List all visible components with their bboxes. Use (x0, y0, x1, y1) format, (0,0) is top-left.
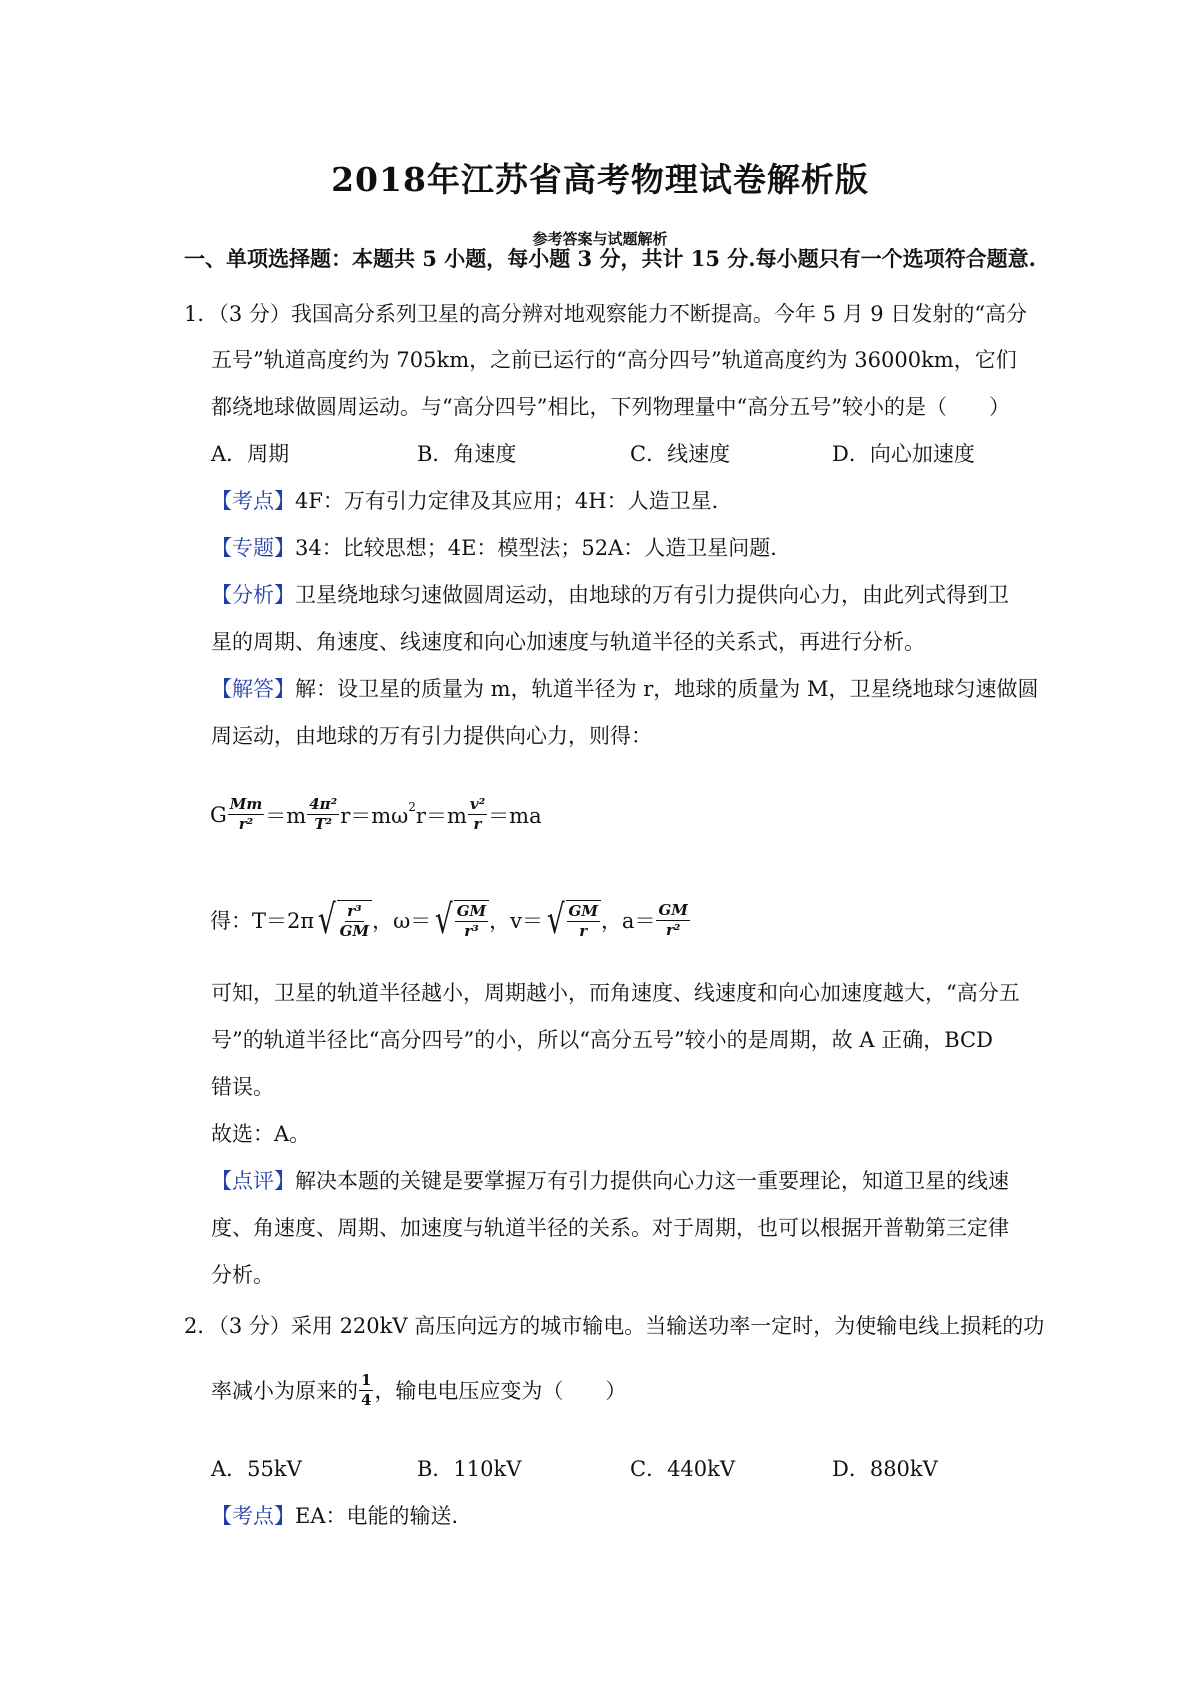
fenxi-tag: 【分析】 (211, 583, 295, 607)
q2-option-b: B．110kV (417, 1457, 522, 1481)
frac-num: r³ (347, 902, 362, 920)
q2-option-a: A．55kV (211, 1457, 302, 1481)
q2-stem-line (211, 1372, 626, 1409)
radical-icon: √ (435, 897, 453, 943)
frac-num: 1 (361, 1371, 372, 1389)
q1-dianping (211, 1166, 1009, 1196)
frac-den: GM (339, 922, 370, 940)
formula-text: r＝mω (340, 803, 409, 828)
fraction (359, 1372, 373, 1409)
q1-zhuanti (211, 533, 791, 563)
q1-option-b: B．角速度 (417, 442, 517, 466)
fraction (656, 902, 689, 939)
section-heading: 一、单项选择题：本题共 5 小题，每小题 3 分，共计 15 分.每小题只有一个选项符合题意. (184, 246, 1036, 271)
formula-text: ＝m (265, 803, 307, 828)
frac-den: r³ (464, 922, 479, 940)
fraction (228, 796, 264, 833)
dianping-text: 解决本题的关键是要掌握万有引力提供向心力这一重要理论，知道卫星的线速 (295, 1169, 1009, 1193)
kaodian-tag: 【考点】 (211, 489, 295, 513)
sqrt (543, 897, 601, 943)
zhuanti-text: 34：比较思想；4E：模型法；52A：人造卫星问题． (295, 536, 792, 560)
fraction (455, 903, 488, 940)
fenxi-text: 卫星绕地球匀速做圆周运动，由地球的万有引力提供向心力，由此列式得到卫 (295, 583, 1009, 607)
q1-dianping-cont: 分析。 (211, 1263, 274, 1287)
formula-text: r＝m (415, 803, 467, 828)
formula-text: ，v＝ (489, 909, 544, 933)
frac-num: 4π² (309, 795, 338, 813)
q1-kaodian (211, 486, 733, 516)
q1-option-d: D．向心加速度 (832, 442, 975, 466)
kaodian-tag: 【考点】 (211, 1504, 295, 1528)
q1-option-c: C．线速度 (630, 442, 731, 466)
q1-option-a: A．周期 (211, 442, 290, 466)
q2-stem-line: 2．（3 分）采用 220kV 高压向远方的城市输电。当输送功率一定时，为使输电线上损耗的功 (184, 1314, 1045, 1338)
q1-dianping-cont: 度、角速度、周期、加速度与轨道半径的关系。对于周期，也可以根据开普勒第三定律 (211, 1216, 1009, 1240)
radical-icon: √ (546, 897, 565, 943)
frac-den: r² (665, 920, 681, 939)
q1-conclusion: 错误。 (211, 1075, 274, 1099)
formula-results (210, 897, 691, 943)
q1-stem-line: 都绕地球做圆周运动。与“高分四号”相比，下列物理量中“高分五号”较小的是（ ） (211, 395, 1010, 419)
fraction (338, 903, 371, 940)
superscript: 2 (408, 799, 416, 814)
dianping-tag: 【点评】 (211, 1169, 295, 1193)
page-title: 2018年江苏省高考物理试卷解析版 (331, 160, 869, 199)
formula-text: G (210, 802, 227, 827)
q1-answer: 故选：A。 (211, 1122, 311, 1146)
radical-icon: √ (317, 897, 336, 943)
q2-text: 率减小为原来的 (211, 1378, 358, 1403)
q2-option-d: D．880kV (832, 1457, 938, 1481)
frac-den: r² (238, 815, 254, 833)
q1-stem-line: 五号”轨道高度约为 705km，之前已运行的“高分四号”轨道高度约为 36000km，它们 (211, 348, 1017, 372)
q1-fenxi-cont: 星的周期、角速度、线速度和向心加速度与轨道半径的关系式，再进行分析。 (211, 630, 925, 654)
page-subtitle: 参考答案与试题解析 (532, 230, 668, 248)
frac-den: r (473, 815, 482, 833)
formula-text: ，a＝ (600, 909, 656, 933)
frac-den: r (579, 922, 588, 940)
kaodian-text: 4F：万有引力定律及其应用；4H：人造卫星． (295, 489, 733, 513)
formula-text: ，ω＝ (372, 909, 432, 933)
frac-num: GM (568, 902, 598, 920)
sqrt (431, 897, 489, 943)
fraction (567, 903, 600, 940)
frac-num: GM (456, 902, 487, 920)
q2-kaodian (211, 1501, 473, 1531)
kaodian-text: EA：电能的输送． (295, 1504, 473, 1528)
q1-stem-line: 1．（3 分）我国高分系列卫星的高分辨对地观察能力不断提高。今年 5 月 9 日发射的“高分 (184, 302, 1028, 326)
formula-text: ＝ma (488, 803, 542, 828)
formula-text: 得：T＝2π (210, 909, 315, 933)
jieda-text: 解：设卫星的质量为 m，轨道半径为 r，地球的质量为 M，卫星绕地球匀速做圆 (295, 677, 1039, 701)
fraction (468, 796, 487, 833)
fraction (307, 796, 339, 833)
sqrt (314, 897, 372, 943)
frac-num: v² (469, 795, 486, 813)
frac-num: GM (658, 900, 688, 919)
q1-conclusion: 号”的轨道半径比“高分四号”的小，所以“高分五号”较小的是周期，故 A 正确，BCD (211, 1028, 993, 1052)
q1-jieda (211, 674, 1038, 704)
jieda-tag: 【解答】 (211, 677, 295, 701)
frac-num: Mm (229, 795, 263, 813)
zhuanti-tag: 【专题】 (211, 536, 295, 560)
q2-option-c: C．440kV (630, 1457, 736, 1481)
frac-den: 4 (361, 1391, 372, 1409)
formula-gravitation (210, 796, 542, 833)
q1-conclusion: 可知，卫星的轨道半径越小，周期越小，而角速度、线速度和向心加速度越大，“高分五 (211, 981, 1020, 1005)
frac-den: T² (314, 815, 333, 833)
q2-text: ，输电电压应变为（ ） (374, 1378, 627, 1403)
q1-jieda-cont: 周运动，由地球的万有引力提供向心力，则得： (211, 724, 652, 748)
q1-fenxi (211, 580, 1009, 610)
